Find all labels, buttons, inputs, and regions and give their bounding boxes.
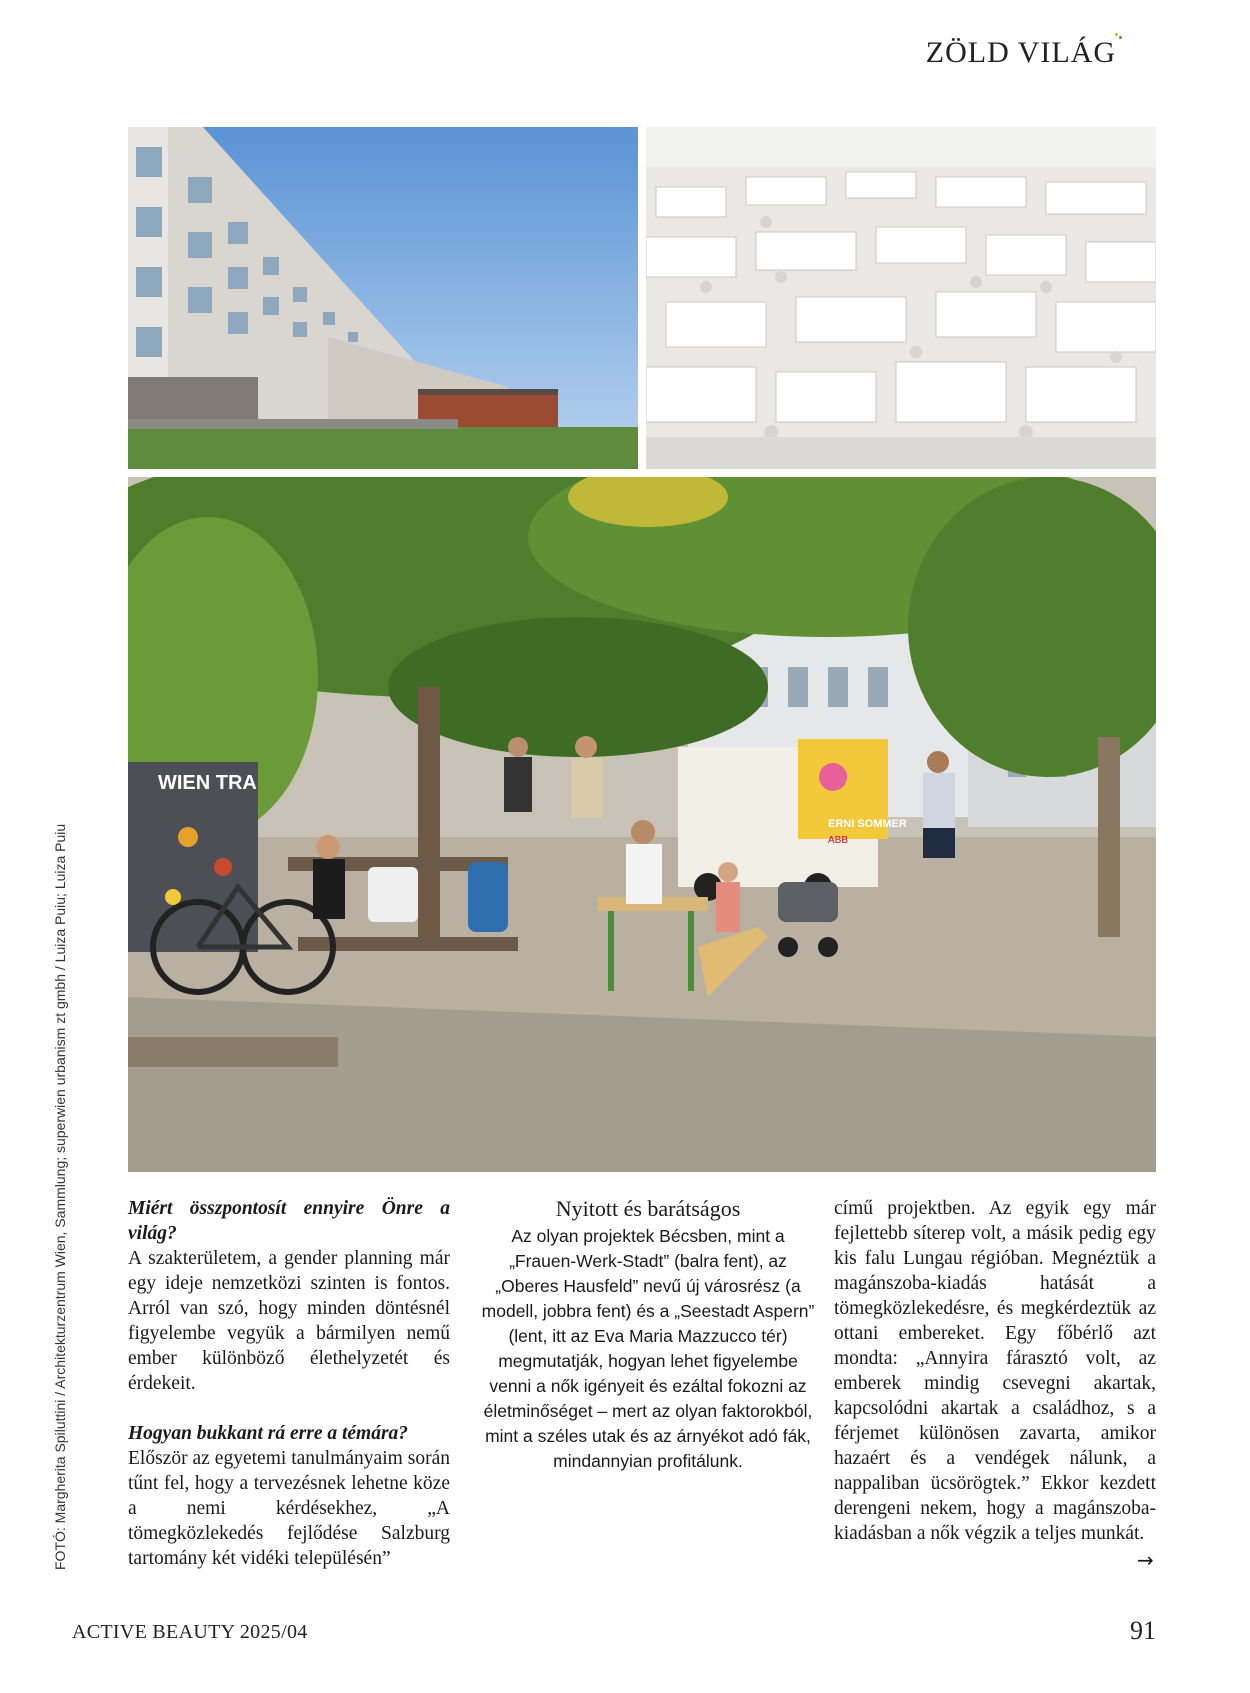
architectural-model-photo-icon <box>646 127 1156 469</box>
public-square-photo-icon <box>128 477 1156 1172</box>
left-column <box>128 1196 450 1571</box>
truck-label: ERNI SOMMER <box>828 818 907 830</box>
question-1: Miért összpontosít ennyire Önre a világ? <box>128 1198 450 1244</box>
wien-sign-text: WIEN TRA <box>158 772 257 794</box>
right-column <box>834 1196 1156 1546</box>
continue-arrow-icon: → <box>1137 1548 1154 1572</box>
truck-logo: ABB <box>828 835 849 846</box>
caption-box <box>478 1196 818 1474</box>
page-number: 91 <box>1130 1616 1156 1645</box>
photo-architectural-model <box>646 127 1156 469</box>
caption-body: Az olyan projektek Bécsben, mint a „Frauen-Werk-Stadt” (balra fent), az „Oberes Hausfeld” nevű új városrész (a modell, jobbra fent) és a „Seestadt Aspern” (lent, itt az Eva Maria Mazzucco tér) megmutatják, hogyan lehet figyelembe venni a nők igényeit és ezáltal fokozni az életminőséget – mert az olyan faktorokból, mint a széles utak és az árnyékot adó fák, mindannyian profitálunk. <box>481 1226 815 1471</box>
photo-public-square <box>128 477 1156 1172</box>
answer-2: Először az egyetemi tanulmányaim során tűnt fel, hogy a tervezésnek lehetne köze a nemi kérdésekhez, „A tömegközlekedés fejlődése Salzburg tartomány két vidéki településén” <box>128 1448 450 1569</box>
caption-heading: Nyitott és barátságos <box>555 1196 741 1221</box>
question-2: Hogyan bukkant rá erre a témára? <box>128 1423 409 1444</box>
answer-1: A szakterületem, a gender planning már egy ideje nemzetközi szinten is fontos. Arról van szó, hogy minden döntésnél figyelembe vegyük a bármilyen nemű ember különböző élethelyzetét és érdekeit. <box>128 1248 450 1394</box>
corner-dots-icon <box>1115 33 1123 41</box>
right-column-text: című projektben. Az egyik egy már fejlettebb síterep volt, a másik pedig egy kis falu Lungau régióban. Megnéztük a magánszoba-kiadás hatását a tömegközlekedésre, és megkérdeztük az ottani embereket. Egy főbérlő azt mondta: „Annyira fárasztó volt, az emberek mindig csevegni akartak, kapcsolódni akartak a családhoz, s a férjemet különösen zavarta, amikor hazaért és a vendégek nálunk, a nappaliban ücsörögtek.” Ekkor kezdett derengeni nekem, hogy a magánszoba-kiadásban a nők végzik a teljes munkát. <box>834 1198 1156 1544</box>
apartment-building-photo-icon <box>128 127 638 469</box>
section-title: ZÖLD VILÁG <box>925 36 1116 69</box>
photo-credit: FOTÓ: Margherita Spiluttini / Architekturzentrum Wien, Sammlung; superwien urbanism zt gmbh / Luiza Puiu; Luiza Puiu <box>52 823 68 1570</box>
photo-apartment-building <box>128 127 638 469</box>
magazine-issue: ACTIVE BEAUTY 2025/04 <box>72 1621 308 1643</box>
